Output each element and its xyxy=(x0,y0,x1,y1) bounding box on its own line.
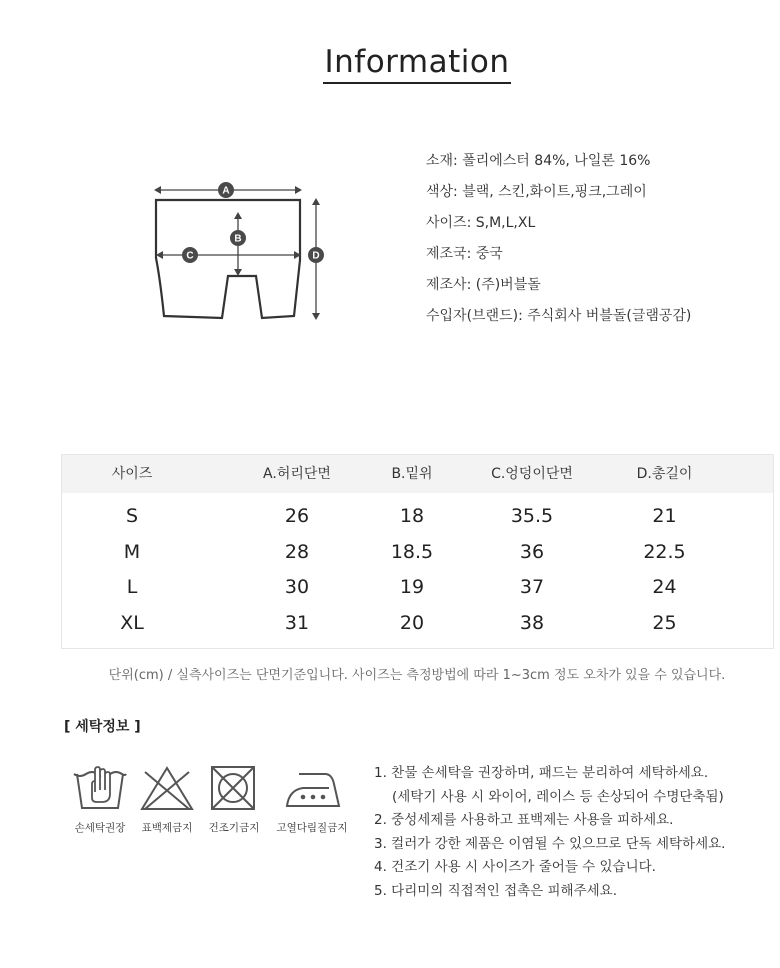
label-c: C xyxy=(186,250,194,262)
product-info xyxy=(426,148,691,334)
table-cell: 18 xyxy=(399,505,425,527)
arrow-d-top-head xyxy=(312,198,320,205)
no-tumble-dry-label: 건조기금지 xyxy=(208,822,260,834)
arrow-a-right-head xyxy=(295,186,302,194)
care-item: 3. 컬러가 강한 제품은 이염될 수 있으므로 단독 세탁하세요. xyxy=(374,835,726,852)
care-title: [ 세탁정보 ] xyxy=(64,719,141,735)
table-cell: 31 xyxy=(284,612,310,634)
label-d: D xyxy=(312,250,320,262)
size-table xyxy=(61,454,774,649)
info-importer: 수입자(브랜드): 주식회사 버블돌(글램공감) xyxy=(426,308,692,324)
care-instructions xyxy=(374,762,725,903)
care-item: 5. 다리미의 직접적인 접촉은 피해주세요. xyxy=(374,882,617,899)
table-cell: 22.5 xyxy=(643,541,686,563)
shorts-outline xyxy=(156,200,300,318)
hand-wash-label: 손세탁권장 xyxy=(74,822,126,834)
info-size: 사이즈: S,M,L,XL xyxy=(426,215,536,231)
measurement-note: 단위(cm) / 실측사이즈는 단면기준입니다. 사이즈는 측정방법에 따라 1~3cm 정도 오차가 있을 수 있습니다. xyxy=(108,668,726,683)
table-cell: XL xyxy=(120,612,144,634)
care-item: 1. 찬물 손세탁을 권장하며, 패드는 분리하여 세탁하세요. xyxy=(374,765,709,781)
info-color: 색상: 블랙, 스킨,화이트,핑크,그레이 xyxy=(426,184,647,200)
table-cell: 21 xyxy=(652,505,677,527)
info-material: 소재: 폴리에스터 84%, 나일론 16% xyxy=(426,153,651,169)
header-length: D.총길이 xyxy=(636,466,693,482)
info-manufacturer: 제조사: (주)버블돌 xyxy=(426,277,541,293)
shorts-measurement-diagram xyxy=(148,178,330,328)
page-title-text: Information xyxy=(323,44,512,84)
iron-label: 고열다림질금지 xyxy=(276,822,348,834)
size-table-header xyxy=(62,455,773,493)
table-cell: 38 xyxy=(519,612,545,634)
table-cell: 18.5 xyxy=(390,541,434,563)
table-cell: 30 xyxy=(284,576,310,598)
label-a: A xyxy=(222,185,230,197)
no-bleach-icon xyxy=(139,764,195,812)
table-row xyxy=(62,569,773,605)
table-cell: 25 xyxy=(652,612,677,634)
arrow-a-left-head xyxy=(154,186,161,194)
table-cell: 20 xyxy=(399,612,425,634)
table-cell: 28 xyxy=(284,541,310,563)
care-item: 4. 건조기 사용 시 사이즈가 줄어들 수 있습니다. xyxy=(374,859,656,875)
label-b: B xyxy=(234,233,242,245)
info-country: 제조국: 중국 xyxy=(426,246,503,262)
table-cell: 35.5 xyxy=(510,505,554,527)
table-cell: 19 xyxy=(399,576,425,598)
table-cell: 37 xyxy=(519,576,545,598)
no-bleach-label: 표백제금지 xyxy=(141,822,193,834)
table-cell: 24 xyxy=(652,576,677,598)
table-cell: 36 xyxy=(519,541,545,563)
hand-wash-icon xyxy=(72,764,128,812)
table-row xyxy=(62,534,773,570)
arrow-d-bottom-head xyxy=(312,313,320,320)
no-tumble-dry-icon xyxy=(206,764,262,812)
table-cell: L xyxy=(126,576,138,598)
header-rise: B.밑위 xyxy=(391,466,433,482)
header-hip: C.엉덩이단면 xyxy=(491,466,573,482)
care-item: 2. 중성세제를 사용하고 표백제는 사용을 피하세요. xyxy=(374,812,674,828)
table-row xyxy=(62,498,773,534)
header-waist: A.허리단면 xyxy=(263,466,331,482)
table-cell: 26 xyxy=(284,505,310,527)
table-row xyxy=(62,605,773,641)
page-title xyxy=(0,44,780,80)
iron-icon xyxy=(285,764,341,812)
header-size: 사이즈 xyxy=(111,466,153,482)
table-cell: M xyxy=(123,541,141,563)
table-cell: S xyxy=(125,505,139,527)
care-item: (세탁기 사용 시 와이어, 레이스 등 손상되어 수명단축됨) xyxy=(392,788,724,805)
